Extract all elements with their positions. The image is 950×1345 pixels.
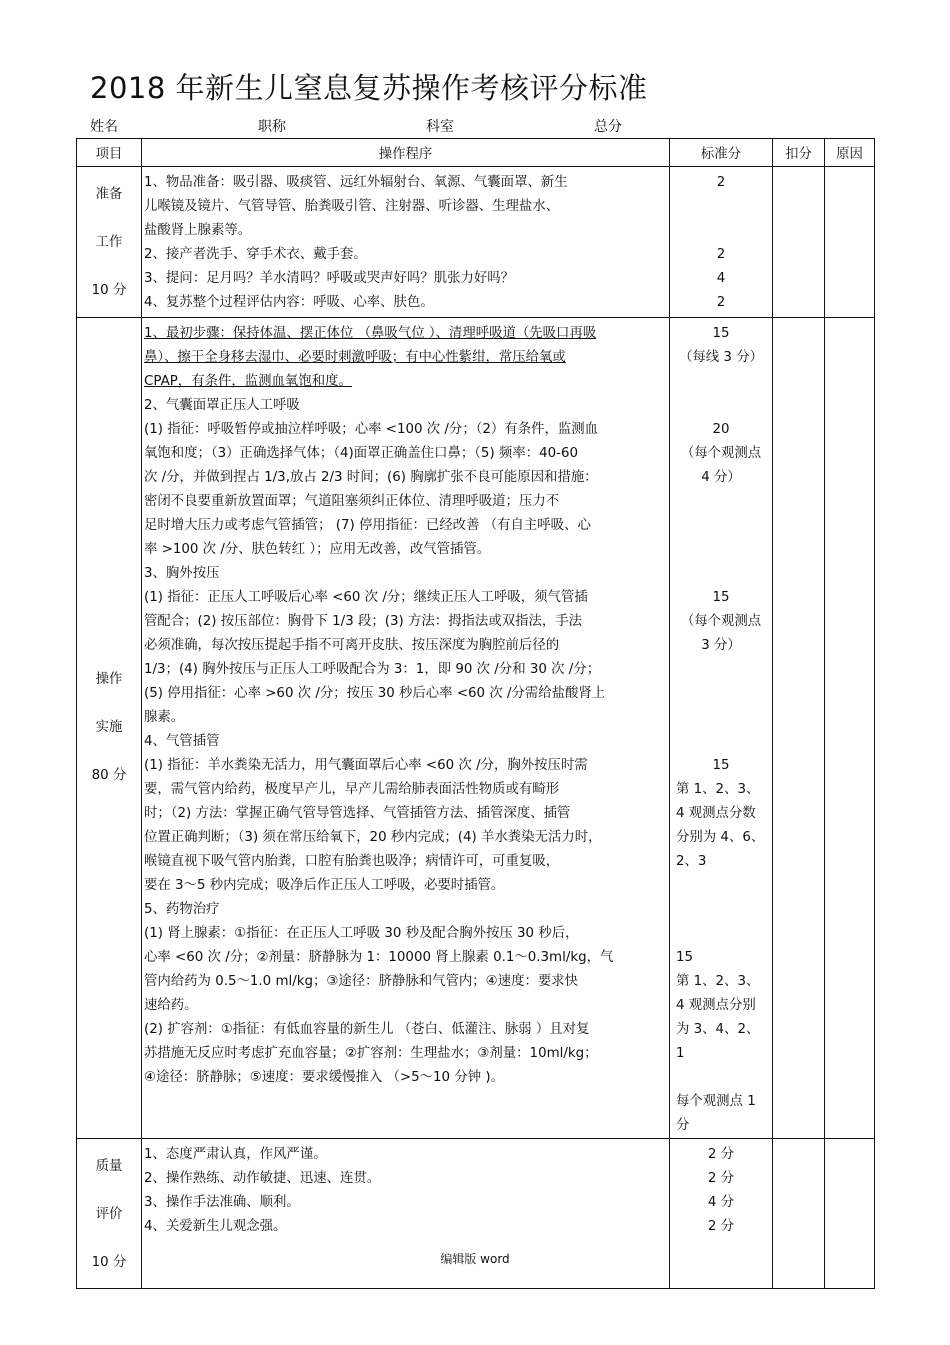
score-line — [670, 490, 772, 514]
procedure-line: 4、关爱新生儿观念强。 — [144, 1219, 287, 1234]
score-line: 2 分 — [707, 1219, 735, 1234]
score-line: 1 — [676, 1046, 685, 1061]
procedure-line: 3、操作手法准确、顺利。 — [144, 1195, 300, 1210]
procedure-line: 密闭不良要重新放置面罩；气道阻塞须纠正体位、清理呼吸道；压力不 — [144, 494, 560, 509]
impl-label: 操作 实施 80 分 — [77, 318, 142, 1139]
score-line — [670, 514, 772, 538]
score-line: 2 — [716, 175, 726, 190]
prep-deduction-cell[interactable] — [773, 167, 825, 318]
procedure-line: 要在 3～5 秒内完成；吸净后作正压人工呼吸，必要时插管。 — [144, 878, 505, 893]
procedure-line: 盐酸肾上腺素等。 — [144, 223, 252, 238]
score-line: 15 — [712, 590, 730, 605]
position-label: 职称 — [258, 119, 286, 135]
header-reason: 原因 — [825, 139, 875, 167]
procedure-line: 4、复苏整个过程评估内容：呼吸、心率、肤色。 — [144, 295, 434, 310]
score-line — [670, 538, 772, 562]
procedure-line: 氧饱和度；（3）正确选择气体；（4)面罩正确盖住口鼻；（5) 频率：40-60 — [144, 446, 579, 461]
header-standard-score: 标准分 — [670, 139, 773, 167]
score-line: 2 分 — [707, 1147, 735, 1162]
score-line: 3 分） — [701, 638, 741, 653]
score-line: 2 分 — [707, 1171, 735, 1186]
procedure-line: 2、接产者洗手、穿手术衣、戴手套。 — [144, 247, 367, 262]
score-line: 4 观测点分数 — [676, 806, 756, 821]
score-line: 为 3、4、2、 — [676, 1022, 760, 1037]
score-line: 分别为 4、6、 — [676, 830, 765, 845]
quality-label: 质量 评价 10 分 — [77, 1139, 142, 1289]
procedure-line: 要，需气管内给药，极度早产儿，早产儿需给肺表面活性物质或有畸形 — [144, 782, 560, 797]
procedure-line: 足时增大压力或考虑气管插管； (7) 停用指征：已经改善 （有自主呼吸、心 — [144, 518, 591, 533]
prep-row — [77, 167, 875, 318]
procedure-line: 1、最初步骤：保持体温、摆正体位 （鼻吸气位 ）、清理呼吸道（先吸口再吸 — [144, 326, 597, 341]
header-item: 项目 — [77, 139, 142, 167]
score-line — [670, 370, 772, 394]
procedure-line: 1、物品准备：吸引器、吸痰管、远红外辐射台、氧源、气囊面罩、新生 — [144, 175, 568, 190]
score-line: 第 1、2、3、 — [676, 782, 760, 797]
prep-scores — [670, 167, 773, 318]
procedure-line: (1) 肾上腺素：①指征：在正压人工呼吸 30 秒及配合胸外按压 30 秒后， — [144, 926, 579, 941]
procedure-line: ④途径：脐静脉；⑤速度：要求缓慢推入 （>5～10 分钟 )。 — [144, 1070, 504, 1085]
procedure-line: 速给药。 — [144, 998, 198, 1013]
prep-reason-cell[interactable] — [825, 167, 875, 318]
procedure-line: 喉镜直视下吸气管内胎粪，口腔有胎粪也吸净；病情许可，可重复吸， — [144, 854, 560, 869]
procedure-line: 3、胸外按压 — [144, 566, 220, 581]
procedure-line: (5) 停用指征：心率 >60 次 /分；按压 30 秒后心率 <60 次 /分需给盐酸肾上 — [144, 686, 606, 701]
procedure-line: 腺素。 — [144, 710, 185, 725]
score-line — [670, 706, 772, 730]
score-line: （每个观测点 — [680, 614, 762, 629]
procedure-line: (1) 指征：呼吸暂停或抽泣样呼吸；心率 <100 次 /分；（2）有条件，监测血 — [144, 422, 599, 437]
score-line: 2 — [716, 295, 726, 310]
header-deduction: 扣分 — [773, 139, 825, 167]
score-line: 2、3 — [676, 854, 707, 869]
impl-procedure — [142, 318, 670, 1139]
impl-reason-cell[interactable] — [825, 318, 875, 1139]
score-line: 20 — [712, 422, 730, 437]
procedure-line: 3、提问：足月吗？羊水清吗？呼吸或哭声好吗？肌张力好吗？ — [144, 271, 515, 286]
score-line: 分 — [676, 1118, 690, 1133]
procedure-line: 1/3；(4) 胸外按压与正压人工呼吸配合为 3：1，即 90 次 /分和 30 次 /分； — [144, 662, 601, 677]
procedure-line: 次 /分，并做到捏占 1/3,放占 2/3 时间；(6) 胸廓扩张不良可能原因和措施： — [144, 470, 598, 485]
score-line: 2 — [716, 247, 726, 262]
procedure-line: 2、气囊面罩正压人工呼吸 — [144, 398, 300, 413]
score-line — [670, 730, 772, 754]
score-line: 4 — [716, 271, 726, 286]
procedure-line: 1、态度严肃认真，作风严谨。 — [144, 1147, 327, 1162]
score-line — [670, 219, 772, 243]
score-line — [670, 874, 772, 898]
procedure-line: 必须准确，每次按压提起手指不可离开皮肤、按压深度为胸腔前后径的 — [144, 638, 560, 653]
impl-deduction-cell[interactable] — [773, 318, 825, 1139]
footer-note: 编辑版 word — [440, 1252, 510, 1266]
impl-scores — [670, 318, 773, 1139]
procedure-line: 位置正确判断；（3) 须在常压给氧下，20 秒内完成；(4) 羊水粪染无活力时， — [144, 830, 602, 845]
score-line — [670, 562, 772, 586]
score-line — [670, 922, 772, 946]
procedure-line: 率 >100 次 /分、肤色转红 ）；应用无改善，改气管插管。 — [144, 542, 491, 557]
score-line — [670, 394, 772, 418]
prep-procedure — [142, 167, 670, 318]
score-line: 第 1、2、3、 — [676, 974, 760, 989]
procedure-line: 儿喉镜及镜片、气管导管、胎粪吸引管、注射器、听诊器、生理盐水、 — [144, 199, 560, 214]
procedure-line: 管配合；(2) 按压部位：胸骨下 1/3 段；(3) 方法：拇指法或双指法，手法 — [144, 614, 583, 629]
score-line: 每个观测点 1 — [676, 1094, 756, 1109]
department-label: 科室 — [426, 119, 454, 135]
procedure-line: 鼻）、擦干全身移去湿巾、必要时刺激呼吸；有中心性紫绀，常压给氧或 — [144, 350, 566, 365]
impl-row — [77, 318, 875, 1139]
score-line: （每线 3 分） — [679, 350, 763, 365]
header-procedure: 操作程序 — [142, 139, 670, 167]
score-line: 4 分） — [701, 470, 741, 485]
procedure-line: 5、药物治疗 — [144, 902, 220, 917]
procedure-line: 2、操作熟练、动作敏捷、迅速、连贯。 — [144, 1171, 381, 1186]
page-title: 2018 年新生儿窒息复苏操作考核评分标准 — [90, 71, 648, 105]
score-line: 15 — [676, 950, 694, 965]
total-score-label: 总分 — [594, 119, 622, 135]
table-header-row — [77, 139, 875, 167]
scoring-table — [76, 138, 875, 1289]
procedure-line: 4、气管插管 — [144, 734, 220, 749]
procedure-line: (2) 扩容剂：①指征：有低血容量的新生儿 （苍白、低灌注、脉弱 ）且对复 — [144, 1022, 590, 1037]
procedure-line: 心率 <60 次 /分；②剂量：脐静脉为 1：10000 肾上腺素 0.1～0.3ml/kg，气 — [144, 950, 614, 965]
score-line: 4 观测点分别 — [676, 998, 756, 1013]
procedure-line: (1) 指征：正压人工呼吸后心率 <60 次 /分；继续正压人工呼吸，须气管插 — [144, 590, 588, 605]
procedure-line: 苏措施无反应时考虑扩充血容量；②扩容剂：生理盐水；③剂量：10ml/kg； — [144, 1046, 598, 1061]
procedure-line: 时；（2) 方法：掌握正确气管导管选择、气管插管方法、插管深度、插管 — [144, 806, 571, 821]
score-line: 15 — [712, 326, 730, 341]
score-line: 15 — [712, 758, 730, 773]
score-line — [670, 898, 772, 922]
prep-label: 准备 工作 10 分 — [77, 167, 142, 318]
score-line — [670, 682, 772, 706]
score-line — [670, 195, 772, 219]
name-label: 姓名 — [90, 119, 118, 135]
score-line: （每个观测点 — [680, 446, 762, 461]
score-line — [670, 1066, 772, 1090]
procedure-line: 管内给药为 0.5～1.0 ml/kg；③途径：脐静脉和气管内；④速度：要求快 — [144, 974, 579, 989]
procedure-line: CPAP，有条件，监测血氧饱和度。 — [144, 374, 352, 389]
score-line — [670, 658, 772, 682]
score-line: 4 分 — [707, 1195, 735, 1210]
procedure-line: (1) 指征：羊水粪染无活力，用气囊面罩后心率 <60 次 /分，胸外按压时需 — [144, 758, 588, 773]
